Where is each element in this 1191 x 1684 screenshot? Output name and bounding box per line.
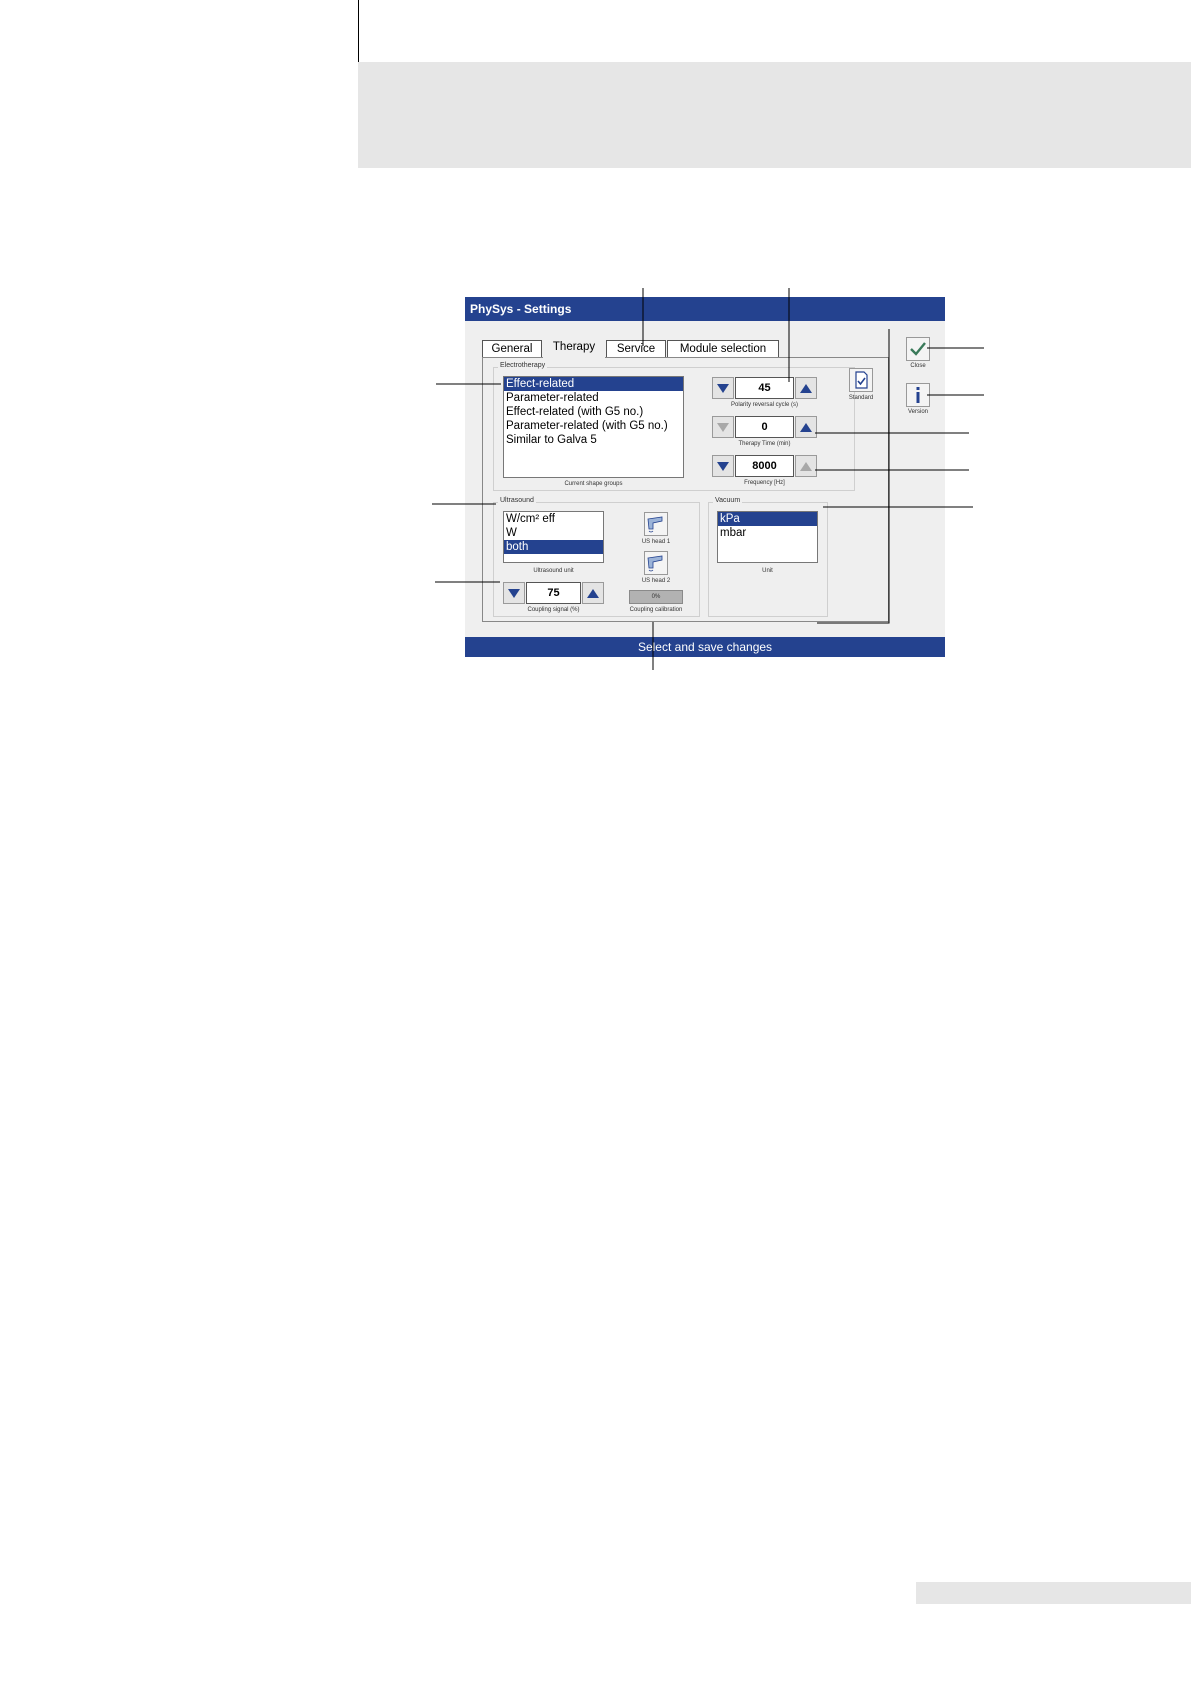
tab-module-selection[interactable]: Module selection	[667, 340, 779, 357]
standard-label: Standard	[848, 395, 874, 401]
frequency-caption: Frequency [Hz]	[744, 480, 785, 486]
therapy-time-increase-button[interactable]	[795, 416, 817, 438]
frequency-value: 8000	[735, 455, 794, 477]
page-header-band	[358, 62, 1191, 168]
list-item-similar-galva5[interactable]: Similar to Galva 5	[506, 434, 597, 446]
list-item-parameter-related-g5[interactable]: Parameter-related (with G5 no.)	[506, 420, 668, 432]
polarity-decrease-button[interactable]	[712, 377, 734, 399]
arrow-up-icon	[796, 378, 816, 398]
therapy-time-value: 0	[735, 416, 794, 438]
status-bar: Select and save changes	[465, 637, 945, 657]
ultrasound-unit-list[interactable]	[503, 511, 604, 563]
therapy-time-caption: Therapy Time (min)	[738, 441, 791, 447]
electrotherapy-title: Electrotherapy	[500, 362, 546, 369]
list-item-effect-related[interactable]: Effect-related	[504, 377, 683, 391]
document-check-icon	[850, 369, 872, 391]
polarity-value: 45	[735, 377, 794, 399]
version-button[interactable]	[906, 383, 930, 407]
list-item-effect-related-g5[interactable]: Effect-related (with G5 no.)	[506, 406, 644, 418]
close-label: Close	[910, 363, 926, 369]
polarity-caption: Polarity reversal cycle (s)	[730, 402, 798, 408]
list-item-both[interactable]: both	[504, 540, 603, 554]
arrow-up-icon	[796, 456, 816, 476]
coupling-decrease-button[interactable]	[503, 582, 525, 604]
ultrasound-title: Ultrasound	[500, 497, 534, 504]
therapy-time-decrease-button[interactable]	[712, 416, 734, 438]
window-title: PhySys - Settings	[465, 297, 945, 321]
current-shape-groups-caption: Current shape groups	[564, 481, 623, 487]
arrow-down-icon	[713, 456, 733, 476]
vacuum-unit-list[interactable]	[717, 511, 818, 563]
us-head-1-button[interactable]	[644, 512, 668, 536]
list-item-kpa[interactable]: kPa	[718, 512, 817, 526]
info-icon	[907, 384, 929, 406]
tab-therapy[interactable]: Therapy	[543, 338, 605, 358]
arrow-up-icon	[796, 417, 816, 437]
us-head-2-label: US head 2	[641, 578, 671, 584]
list-item-w[interactable]: W	[506, 527, 517, 539]
settings-screenshot	[465, 297, 945, 657]
tab-general[interactable]: General	[482, 340, 542, 357]
polarity-increase-button[interactable]	[795, 377, 817, 399]
list-item-w-cm2-eff[interactable]: W/cm² eff	[506, 513, 555, 525]
tab-service[interactable]: Service	[606, 340, 666, 357]
current-shape-groups-list[interactable]	[503, 376, 684, 478]
checkmark-icon	[907, 338, 929, 360]
arrow-down-icon	[713, 417, 733, 437]
page-footer-band	[916, 1582, 1191, 1604]
vacuum-unit-caption: Unit	[762, 568, 773, 574]
close-button[interactable]	[906, 337, 930, 361]
us-head-1-label: US head 1	[641, 539, 671, 545]
frequency-decrease-button[interactable]	[712, 455, 734, 477]
coupling-signal-value: 75	[526, 582, 581, 604]
coupling-increase-button[interactable]	[582, 582, 604, 604]
arrow-down-icon	[713, 378, 733, 398]
ultrasound-head-icon	[645, 513, 667, 535]
coupling-calibration-caption: Coupling calibration	[629, 607, 683, 613]
coupling-signal-caption: Coupling signal (%)	[527, 607, 580, 613]
vacuum-title: Vacuum	[715, 497, 741, 504]
list-item-parameter-related[interactable]: Parameter-related	[506, 392, 599, 404]
arrow-down-icon	[504, 583, 524, 603]
version-label: Version	[907, 409, 928, 415]
coupling-calibration-bar[interactable]: 0%	[629, 590, 683, 604]
ultrasound-unit-caption: Ultrasound unit	[533, 568, 574, 574]
frequency-increase-button[interactable]	[795, 455, 817, 477]
list-item-mbar[interactable]: mbar	[720, 527, 747, 539]
ultrasound-head-icon	[645, 552, 667, 574]
us-head-2-button[interactable]	[644, 551, 668, 575]
arrow-up-icon	[583, 583, 603, 603]
standard-button[interactable]	[849, 368, 873, 392]
